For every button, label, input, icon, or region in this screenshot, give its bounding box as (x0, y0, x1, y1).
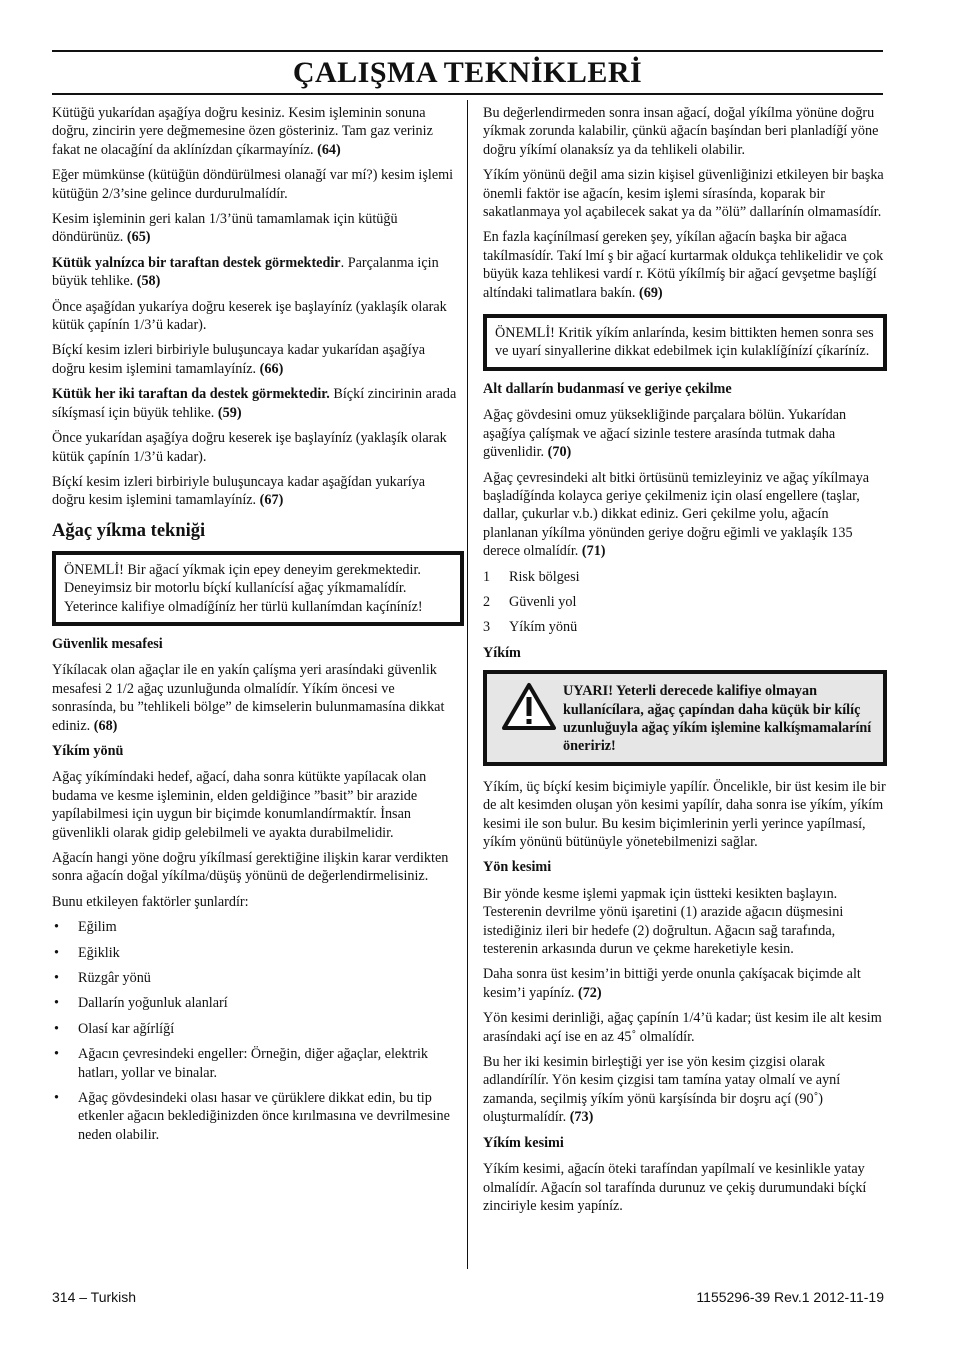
subheading: Yíkím (483, 644, 521, 661)
paragraph: Yön kesimi derinliği, ağaç çapínín 1/4’ü kadar; üst kesim ile alt kesim arasíndaki açí ise en az 45˚ olmalídír. (483, 1010, 882, 1045)
paragraph: Kütük her iki taraftan da destek görmektedir. Bíçkí zincirinin arada síkíşmasí için büyük tehlike. (59) (52, 386, 457, 421)
paragraph: Önce yukarídan aşağíya doğru keserek işe başlayíníz (yaklaşík olarak kütük çapínín 1/3’ü kadar). (52, 430, 447, 465)
subheading: Yíkím yönü (52, 742, 124, 759)
column-divider (467, 100, 468, 1269)
paragraph: Bunu etkileyen faktörler şunlardír: (52, 893, 249, 910)
right-column (483, 104, 887, 1222)
paragraph: Kütüğü yukarídan aşağíya doğru kesiniz. Kesim işleminin sonuna doğru, zincirin yere değmemesine özen gösteriniz. Tam gaz veriniz fakat ne olacağíní da aklínízdan çíkarmayíníz. (64) (52, 105, 433, 158)
paragraph: Ağaç çevresindeki alt bitki örtüsünü temizleyiniz ve ağaç yíkílmaya başladíğínda kolayca geriye çekilmeniz için olasí engellere (taşlar, dallar, çukurlar v.b.) dikkat ediniz. Geri çekilme yolu, ağacín planlanan yíkílma yönünden geriye doğru eğimli ve yaklaşík 135 derece olmalídír. (71) (483, 469, 870, 560)
warning-box (483, 670, 887, 766)
title-rule-bottom (52, 93, 883, 95)
paragraph: Yíkím kesimi, ağacín öteki tarafíndan yapílmalí ve kesinlikle yatay olmalídír. Ağacín sol tarafínda durunuz ve çekiş durumundaki bíçkí zinciriyle kesim yapíníz. (483, 1161, 867, 1214)
paragraph: Bir yönde kesme işlemi yapmak için üstteki kesikten başlayın. Testerenin devrilme yönü işaretini (1) arazide ağacın düşmesini istediğiniz ileri bir hedefe (2) doğrultun. Ağacın sağ tarafında, testerenin arkasında durun ve çekme hareketiyle kesin. (483, 885, 844, 958)
subheading: Yíkím kesimi (483, 1134, 564, 1151)
list-item: 1 Risk bölgesi (483, 568, 580, 585)
list-item: 2 Güvenli yol (483, 593, 577, 610)
paragraph: Bíçkí kesim izleri birbiriyle buluşuncaya kadar yukarídan aşağíya doğru kesim işlemini tamamlayíníz. (66) (52, 342, 426, 377)
list-item: • Eğiklik (52, 944, 458, 962)
factor-list (52, 918, 458, 1144)
paragraph: Yíkím yönünü değil ama sizin kişisel güvenliğinizi etkileyen bir başka önemli faktör ise ağacín, kesim işlemi sírasínda, koparak bir sakatlanmaya yol açabilecek sakat ya da ”ölü” dallarínín olmamasídír. (483, 167, 884, 221)
paragraph: Önce aşağídan yukaríya doğru keserek işe başlayíníz (yaklaşík olarak kütük çapínín 1/3’ü kadar). (52, 298, 447, 334)
important-note: ÖNEMLİ! Bir ağací yíkmak için epey deneyim gerekmektedir. Deneyimsiz bir motorlu bíçkí kullanícísí ağaç yíkmamalídír. Yeterince kalifiye olmadíğíníz her türlü kullanímdan kaçíníníz! (52, 551, 464, 626)
warning-text: UYARI! Yeterli derecede kalifiye olmayan kullanícílara, ağaç çapíndan daha küçük bir kílíç uzunluğuyla ağaç yíkím işlemine kalkíşmamalaríní öneririz! (563, 683, 872, 755)
numbered-list (483, 568, 887, 637)
page-number: 314 – Turkish (52, 1289, 137, 1305)
paragraph: Bu değerlendirmeden sonra insan ağací, doğal yíkílma yönüne doğru yíkmak zorunda kalabilir, çünkü ağacín başíndan beri planladíğí yöne doğru yíkímí olanaksíz ya da tehlikeli olabilir. (483, 105, 879, 158)
paragraph: Bu her iki kesimin birleştiği yer ise yön kesim çizgisi olarak adlandírílír. Yön kesim çizgisi tam tamína yatay olmalí ve ayní zamanda, seçilmiş yíkím yönü karşísínda bir doşru açí (90˚) oluşturmalídír. (73) (483, 1054, 841, 1126)
paragraph: Kütük yalnízca bir taraftan destek görmektedir. Parçalanma için büyük tehlike. (58) (52, 254, 439, 290)
subheading: Alt dallarín budanmasí ve geriye çekilme (483, 380, 732, 397)
subheading: Güvenlik mesafesi (52, 635, 163, 652)
paragraph: Bíçkí kesim izleri birbiriyle buluşuncaya kadar aşağídan yukaríya doğru kesim işlemini tamamlayíníz. (67) (52, 473, 426, 509)
paragraph: Kesim işleminin geri kalan 1/3’ünü tamamlamak için kütüğü döndürünüz. (65) (52, 211, 398, 246)
list-item: 3 Yíkím yönü (483, 619, 578, 636)
paragraph: Yíkílacak olan ağaçlar ile en yakín çalíşma yeri arasíndaki güvenlik mesafesi 2 1/2 ağaç uzunluğunda olmalídír. Yíkím öncesi ve sonrasínda, bu ”tehlikeli bölge” de kimselerin bulunmamasína dikkat ediniz. (68) (52, 662, 445, 734)
list-item: • Rüzgâr yönü (52, 969, 458, 987)
title-rule-top (52, 50, 883, 52)
list-item: • Olasí kar ağírlíğí (52, 1020, 458, 1038)
subheading: Yön kesimi (483, 859, 552, 876)
warning-triangle-icon (495, 682, 563, 756)
paragraph: Yíkím, üç bíçkí kesim biçimiyle yapílír. Öncelikle, bir üst kesim ile bir de alt kesimden oluşan yön kesimi yapílír, daha sonra ise yíkím, yíkím kesimi ile son bulur. Bu kesim biçimlerinin yerli yerince yapílmasí, yíkím yönünü bütünüyle yönetebilmenizi sağlar. (483, 778, 886, 850)
document-id: 1155296-39 Rev.1 2012-11-19 (696, 1289, 884, 1305)
list-item: • Ağacın çevresindeki engeller: Örneğin, diğer ağaçlar, elektrik hatları, yollar ve binalar. (52, 1045, 458, 1082)
section-heading: Ağaç yíkma tekniği (52, 520, 206, 541)
left-column (52, 104, 458, 1151)
list-item: • Dallarín yoğunluk alanlarí (52, 994, 458, 1012)
paragraph: Ağacín hangi yöne doğru yíkílmasí gerektiğine ilişkin karar verdikten sonra ağacín doğal yíkílma/düşüş yönünü de değerlendirmelisiniz. (52, 850, 449, 885)
paragraph: Daha sonra üst kesim’in bittiği yerde onunla çakíşacak biçimde alt kesim’i yapíníz. (72) (483, 966, 861, 1001)
paragraph: En fazla kaçínílmasí gereken şey, yíkílan ağacín başka bir ağaca takílmasídír. Takí lmí ş bir ağací kurtarmak oldukça tehlikelidir ve çok büyük kaza tehlikesi vardí r. Kötü yíkílmíş bir ağací gevşetme başlíğí altíndaki talimatlara bakín. (69) (483, 229, 884, 301)
paragraph: Ağaç gövdesini omuz yüksekliğinde parçalara bölün. Yukarídan aşağíya çalíşmak ve ağací sizinle testere arasínda tutmak daha güvenlidir. (70) (483, 407, 847, 461)
list-item: • Ağaç gövdesindeki olası hasar ve çürüklere dikkat edin, bu tip etkenler ağacın beklediğinizden önce kırılmasına ve devrilmesine neden olabilir. (52, 1089, 458, 1144)
paragraph: Ağaç yíkímíndaki hedef, ağací, daha sonra kütükte yapílacak olan budama ve kesme işleminin, elden geldiğince ”basit” bir arazide yapílabilmesi için uygun bir biçimde konumlandírmaktír. İnsan güvenlikli olarak gidip gelebilmeli ve ayakta durabilmelidir. (52, 769, 427, 841)
important-note: ÖNEMLİ! Kritik yíkím anlarínda, kesim bittikten hemen sonra ses ve uyarí sinyallerine dikkat edebilmek için kulaklíğínízí çíkaríníz. (483, 314, 887, 371)
list-item: • Eğilim (52, 918, 458, 936)
page-title: ÇALIŞMA TEKNİKLERİ (292, 56, 643, 89)
paragraph: Eğer mümkünse (kütüğün döndürülmesi olanağí var mí?) kesim işlemi kütüğün 2/3’sine gelince durdurulmalídír. (52, 167, 454, 202)
